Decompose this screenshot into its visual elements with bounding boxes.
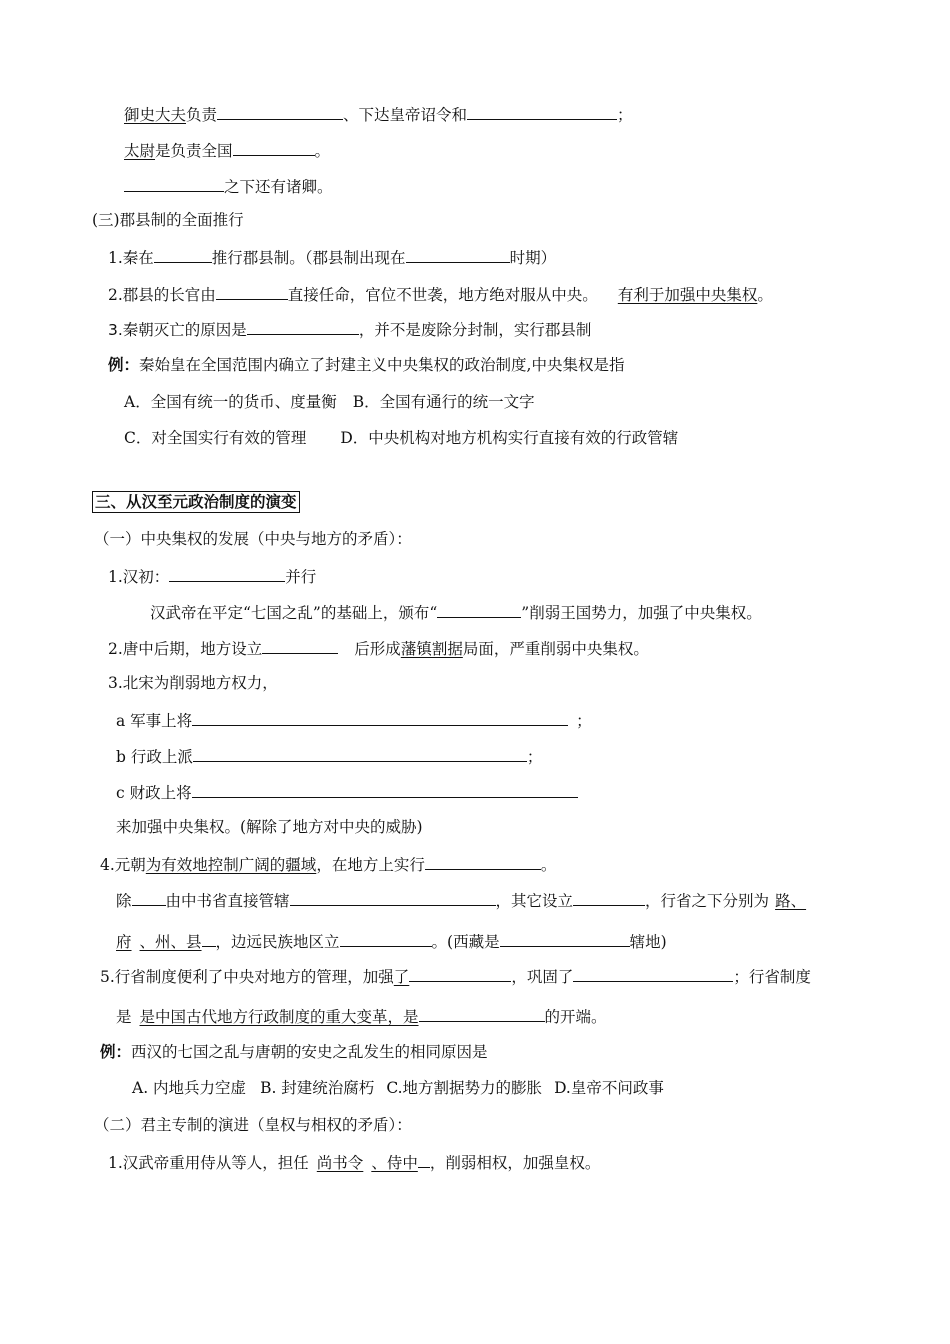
text: 秦始皇在全国范围内确立了封建主义中央集权的政治制度,中央集权是指 <box>139 356 625 374</box>
text: a 军事上将 <box>116 712 193 730</box>
option-row-3 <box>132 1078 664 1098</box>
chapter-heading <box>92 491 300 513</box>
text: c 财政上将 <box>116 784 192 802</box>
text: 局面，严重削弱中央集权。 <box>462 640 649 658</box>
blank <box>425 853 541 870</box>
blank <box>169 565 285 582</box>
option-a: A. 内地兵力空虚 <box>132 1079 247 1097</box>
text: （一）中央集权的发展（中央与地方的矛盾）： <box>94 530 412 548</box>
option-d: D.皇帝不问政事 <box>554 1079 664 1097</box>
example-question-2 <box>100 1042 488 1062</box>
option-d: D．中央机构对地方机构实行直接有效的行政管辖 <box>340 429 679 447</box>
text: 直接任命，官位不世袭，地方绝对服从中央。 <box>287 286 598 304</box>
text: （二）君主专制的演进（皇权与相权的矛盾）： <box>94 1116 412 1134</box>
blank <box>216 283 288 300</box>
text: 推行郡县制。（郡县制出现在 <box>211 249 406 267</box>
option-row-2 <box>124 428 678 448</box>
text: 1.汉初： <box>108 568 170 586</box>
underlined-text: 府 <box>116 933 132 951</box>
subsection-heading-1 <box>94 529 412 549</box>
option-row-1 <box>124 392 535 412</box>
option-b: B．全国有通行的统一文字 <box>352 393 535 411</box>
text: 、下达皇帝诏令和 <box>343 106 468 124</box>
underlined-text: 了 <box>393 968 410 986</box>
text: 之下还有诸卿。 <box>224 178 333 196</box>
text: 是 <box>116 1008 132 1026</box>
text: 秦朝灭亡的原因是 <box>122 321 247 339</box>
line-song <box>108 673 278 693</box>
example-label: 例： <box>100 1042 132 1061</box>
underlined-text: 是中国古代地方行政制度的重大变革，是 <box>139 1008 419 1026</box>
blank <box>247 318 359 335</box>
blank <box>154 246 212 263</box>
text: 4.元朝 <box>100 856 146 874</box>
text: 汉武帝在平定“七国之乱”的基础上，颁布“ <box>150 604 438 622</box>
blank <box>500 930 630 947</box>
text: ，其它设立 <box>495 892 574 910</box>
text: ，在地方上实行 <box>316 856 425 874</box>
blank <box>192 781 578 798</box>
line-yuan-detail-2 <box>116 930 667 952</box>
text: 负责 <box>186 106 218 124</box>
text: ； <box>526 748 543 766</box>
text: 。(西藏是 <box>431 933 500 951</box>
text: 辖地) <box>629 933 667 951</box>
text: 3.北宋为削弱地方权力， <box>108 674 278 692</box>
underlined-text: 路、 <box>775 892 807 910</box>
blank <box>419 1005 545 1022</box>
text: 除 <box>116 892 132 910</box>
text: ，行省之下分别为 <box>645 892 770 910</box>
line-han-wudi <box>108 1151 600 1173</box>
blank <box>340 930 432 947</box>
blank <box>193 745 527 762</box>
underlined-text: 藩镇割据 <box>400 640 463 658</box>
line-2 <box>108 283 773 305</box>
term-yushi-dafu: 御史大夫 <box>124 106 187 124</box>
text: 。 <box>314 142 331 160</box>
line-song-c <box>116 781 578 803</box>
text: ，并不是废除分封制，实行郡县制 <box>358 321 592 339</box>
text: 1.秦在 <box>108 249 154 267</box>
text: ，削弱相权，加强皇权。 <box>429 1154 601 1172</box>
text: 的开端。 <box>544 1008 607 1026</box>
blank <box>217 103 343 120</box>
line-taiwei <box>124 139 330 161</box>
text: 并行 <box>285 568 317 586</box>
line-yushi-dafu <box>124 103 633 125</box>
text: (三)郡县制的全面推行 <box>92 211 244 229</box>
text: 。 <box>540 856 557 874</box>
line-3 <box>108 318 591 340</box>
blank <box>132 889 166 906</box>
text: 后形成 <box>354 640 401 658</box>
line-han-1 <box>108 565 316 587</box>
text: ，边远民族地区立 <box>215 933 340 951</box>
text: 西汉的七国之乱与唐朝的安史之乱发生的相同原因是 <box>131 1043 488 1061</box>
text: ； <box>576 712 592 730</box>
blank <box>573 965 733 982</box>
text: ，巩固了 <box>511 968 574 986</box>
subsection-heading-2 <box>94 1115 412 1135</box>
line-yuan-detail-1 <box>116 889 806 911</box>
blank <box>202 930 216 947</box>
underlined-text: 、州、县 <box>139 933 202 951</box>
line-han-2 <box>150 601 762 623</box>
text: 由中书省直接管辖 <box>165 892 290 910</box>
blank <box>437 601 521 618</box>
text: 1.汉武帝重用侍从等人，担任 <box>108 1154 309 1172</box>
text: 时期） <box>509 249 557 267</box>
text: ；行省制度 <box>733 968 811 986</box>
line-song-a <box>116 709 592 731</box>
underlined-text: 、侍中 <box>371 1154 418 1172</box>
text: 5.行省制度便利了中央对地方的管理，加强 <box>100 968 394 986</box>
example-label: 例： <box>108 355 140 374</box>
underlined-text: 为有效地控制广阔的疆域 <box>145 856 317 874</box>
blank <box>192 709 568 726</box>
line-song-end <box>116 817 423 837</box>
option-c: C．对全国实行有效的管理 <box>124 429 307 447</box>
text: 2.唐中后期，地方设立 <box>108 640 263 658</box>
line-1 <box>108 246 556 268</box>
blank <box>409 965 511 982</box>
blank <box>233 139 315 156</box>
option-b: B. 封建统治腐朽 <box>260 1079 375 1097</box>
blank <box>573 889 645 906</box>
line-yuan-5-cont <box>116 1005 607 1027</box>
line-yuan-4 <box>100 853 556 875</box>
heading-text: 三、从汉至元政治制度的演变 <box>92 491 300 513</box>
blank <box>467 103 617 120</box>
line-yuan-5 <box>100 965 811 987</box>
option-c: C.地方割据势力的膨胀 <box>386 1079 543 1097</box>
text: 来加强中央集权。(解除了地方对中央的威胁) <box>116 818 423 836</box>
blank <box>418 1151 430 1168</box>
text: 。 <box>757 286 773 304</box>
text: ； <box>617 106 633 124</box>
text: 3. <box>108 321 123 339</box>
text: 是负责全国 <box>155 142 233 160</box>
line-song-b <box>116 745 542 767</box>
text: b 行政上派 <box>116 748 193 766</box>
blank <box>290 889 496 906</box>
blank <box>406 246 510 263</box>
underlined-text: 有利于加强中央集权 <box>617 286 758 304</box>
option-a: A．全国有统一的货币、度量衡 <box>124 393 337 411</box>
section-heading-3 <box>92 210 244 230</box>
line-tang <box>108 637 649 659</box>
underlined-text: 尚书令 <box>316 1154 364 1172</box>
blank <box>124 175 224 192</box>
line-zhuqing <box>124 175 333 197</box>
blank <box>262 637 338 654</box>
text: 2.郡县的长官由 <box>108 286 216 304</box>
text: ”削弱王国势力，加强了中央集权。 <box>521 604 762 622</box>
term-taiwei: 太尉 <box>124 142 156 160</box>
example-question-1 <box>108 355 624 375</box>
